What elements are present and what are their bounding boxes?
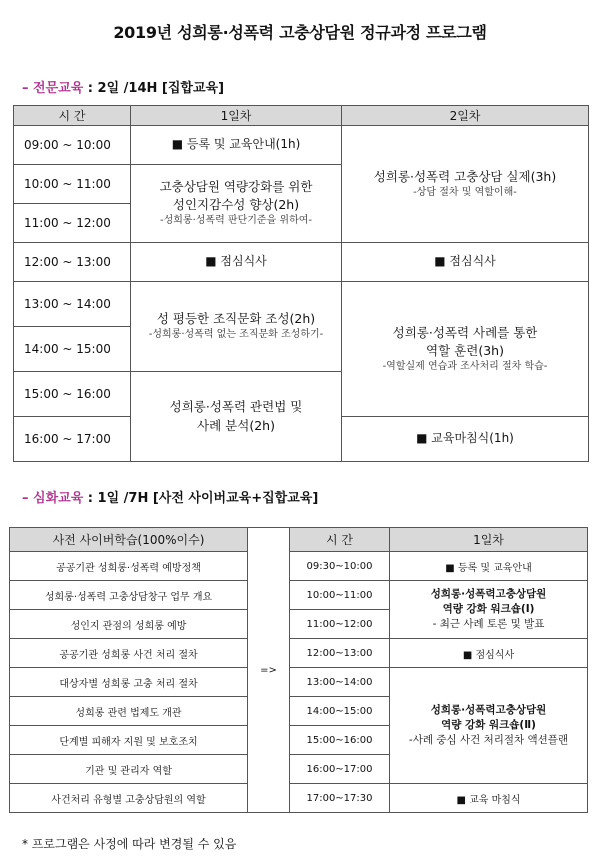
table-header-row xyxy=(10,528,588,552)
page-title: 2019년 성희롱·성폭력 고충상담원 정규과정 프로그램 xyxy=(113,23,487,42)
day1-equality-session xyxy=(131,282,342,372)
section1-dash: – xyxy=(22,81,29,96)
time-cell: 14:00~15:00 xyxy=(290,697,390,726)
section1-schedule-table xyxy=(13,105,589,462)
workshop-2-desc: -사례 중심 사건 처리절차 액션플랜 xyxy=(408,734,569,747)
cyber-course: 성희롱·성폭력 고충상담창구 업무 개요 xyxy=(10,581,248,610)
cyber-course: 공공기관 성희롱·성폭력 예방정책 xyxy=(10,552,248,581)
header-day2: 2일차 xyxy=(342,106,589,126)
time-cell: 10:00 ~ 11:00 xyxy=(14,165,131,204)
cyber-course: 공공기관 성희롱 사건 처리 절차 xyxy=(10,639,248,668)
workshop-1-title-2: 역량 강화 워크숍(Ⅰ) xyxy=(442,602,535,615)
table-row xyxy=(10,552,588,581)
section2-dash: – xyxy=(22,491,29,506)
table-row xyxy=(10,639,588,668)
section1-name: 전문교육 xyxy=(33,81,84,96)
day2-practice-title: 성희롱·성폭력 고충상담 실제(3h) xyxy=(373,168,557,184)
time-cell: 15:00 ~ 16:00 xyxy=(14,372,131,417)
workshop-2-title-1: 성희롱·성폭력고충상담원 xyxy=(430,703,547,716)
day1-equality-sub: -성희롱·성폭력 없는 조직문화 조성하기- xyxy=(148,329,324,341)
time-cell: 12:00~13:00 xyxy=(290,639,390,668)
cyber-course: 사건처리 유형별 고충상담원의 역할 xyxy=(10,784,248,813)
workshop-1 xyxy=(390,581,588,639)
day1-law-title-2: 사례 분석(2h) xyxy=(197,417,275,433)
time-cell: 12:00 ~ 13:00 xyxy=(14,243,131,282)
table-row xyxy=(10,668,588,697)
workshop-1-desc: - 최근 사례 토론 및 발표 xyxy=(432,618,545,631)
header-time: 시 간 xyxy=(290,528,390,552)
section2-summary: : 1일 /7H [사전 사이버교육+집합교육] xyxy=(87,491,319,506)
time-cell: 13:00~14:00 xyxy=(290,668,390,697)
section2-heading xyxy=(22,487,318,506)
day2-practice-sub: -상담 절차 및 역할이해- xyxy=(413,186,517,198)
cyber-course: 대상자별 성희롱 고충 처리 절차 xyxy=(10,668,248,697)
day1-lunch: ■ 점심식사 xyxy=(390,639,588,668)
time-cell: 11:00~12:00 xyxy=(290,610,390,639)
table-row xyxy=(14,243,589,282)
time-cell: 10:00~11:00 xyxy=(290,581,390,610)
workshop-1-title-1: 성희롱·성폭력고충상담원 xyxy=(430,587,547,600)
day1-registration: ■ 등록 및 교육안내 xyxy=(390,552,588,581)
day2-case-title-2: 역할 훈련(3h) xyxy=(426,342,504,358)
time-cell: 17:00~17:30 xyxy=(290,784,390,813)
header-time: 시 간 xyxy=(14,106,131,126)
time-cell: 09:30~10:00 xyxy=(290,552,390,581)
day1-law-session xyxy=(131,372,342,462)
section1-summary: : 2일 /14H [집합교육] xyxy=(87,81,225,96)
day1-closing: ■ 교육 마침식 xyxy=(390,784,588,813)
day2-counseling-practice xyxy=(342,126,589,243)
cyber-course: 성희롱 관련 법제도 개관 xyxy=(10,697,248,726)
time-cell: 16:00 ~ 17:00 xyxy=(14,417,131,462)
day1-lunch: ■ 점심식사 xyxy=(131,243,342,282)
day1-competency-sub: -성희롱·성폭력 판단기준을 위하여- xyxy=(160,215,312,227)
day1-competency-title-2: 성인지감수성 향상(2h) xyxy=(172,197,300,213)
day2-case-sub: -역할실제 연습과 조사처리 절차 학습- xyxy=(382,360,548,372)
cyber-course: 단계별 피해자 지원 및 보호조치 xyxy=(10,726,248,755)
table-row xyxy=(14,282,589,327)
time-cell: 09:00 ~ 10:00 xyxy=(14,126,131,165)
section2-name: 심화교육 xyxy=(33,491,84,506)
table-row xyxy=(14,126,589,165)
workshop-2 xyxy=(390,668,588,784)
time-cell: 15:00~16:00 xyxy=(290,726,390,755)
time-cell: 16:00~17:00 xyxy=(290,755,390,784)
table-header-row xyxy=(14,106,589,126)
time-cell: 14:00 ~ 15:00 xyxy=(14,327,131,372)
day2-lunch: ■ 점심식사 xyxy=(342,243,589,282)
time-cell: 13:00 ~ 14:00 xyxy=(14,282,131,327)
day1-competency-session xyxy=(131,165,342,243)
header-day1: 1일차 xyxy=(131,106,342,126)
arrow-connector: => xyxy=(248,528,290,813)
section1-heading xyxy=(22,77,224,96)
section2-schedule-table xyxy=(9,527,588,813)
table-row xyxy=(10,784,588,813)
day1-law-title-1: 성희롱·성폭력 관련법 및 xyxy=(169,399,303,415)
day2-case-training xyxy=(342,282,589,417)
cyber-course: 기관 및 관리자 역할 xyxy=(10,755,248,784)
cyber-course: 성인지 관점의 성희롱 예방 xyxy=(10,610,248,639)
day2-case-title-1: 성희롱·성폭력 사례를 통한 xyxy=(392,324,538,340)
header-cyber: 사전 사이버학습(100%이수) xyxy=(10,528,248,552)
table-row xyxy=(10,581,588,610)
day1-registration: ■ 등록 및 교육안내(1h) xyxy=(131,126,342,165)
footnote: * 프로그램은 사정에 따라 변경될 수 있음 xyxy=(22,837,237,851)
header-day1: 1일차 xyxy=(390,528,588,552)
day1-equality-title: 성 평등한 조직문화 조성(2h) xyxy=(156,311,316,327)
workshop-2-title-2: 역량 강화 워크숍(Ⅱ) xyxy=(441,718,536,731)
time-cell: 11:00 ~ 12:00 xyxy=(14,204,131,243)
day1-competency-title-1: 고충상담원 역량강화를 위한 xyxy=(159,179,313,195)
day2-closing: ■ 교육마침식(1h) xyxy=(342,417,589,462)
